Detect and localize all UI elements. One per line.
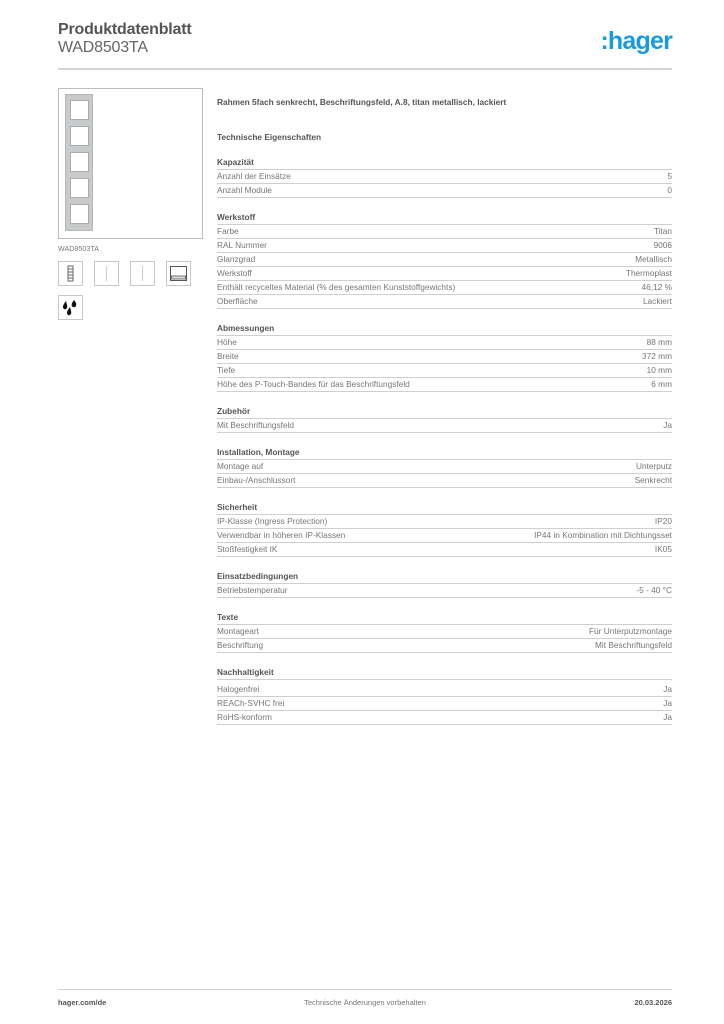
property-value: 5	[667, 171, 672, 181]
section-kapazitaet	[217, 156, 672, 198]
property-value: Ja	[663, 684, 672, 694]
footer-date: 20.03.2026	[634, 998, 672, 1007]
property-label: Enthält recyceltes Material (% des gesamten Kunststoffgewichts)	[217, 282, 456, 292]
property-row	[217, 281, 672, 295]
property-row	[217, 529, 672, 543]
property-label: Höhe	[217, 337, 237, 347]
property-value: Für Unterputzmontage	[588, 626, 672, 636]
document-title: Produktdatenblatt	[58, 21, 192, 38]
property-row	[217, 378, 672, 392]
frame-5fold-illustration	[65, 94, 93, 231]
section-title: Nachhaltigkeit	[217, 666, 672, 680]
water-drops-icon	[58, 295, 83, 320]
property-row	[217, 336, 672, 350]
section-installation	[217, 446, 672, 488]
property-value: Metallisch	[635, 254, 672, 264]
footer-website-link[interactable]: hager.com/de	[58, 998, 107, 1007]
hager-logo: :hager	[600, 27, 672, 55]
product-image	[58, 88, 203, 239]
property-value: 10 mm	[646, 365, 672, 375]
property-row	[217, 295, 672, 309]
property-value: Unterputz	[636, 461, 672, 471]
property-value: Ja	[663, 420, 672, 430]
page-footer	[58, 998, 672, 1010]
section-sicherheit	[217, 501, 672, 557]
section-title: Abmessungen	[217, 322, 672, 336]
property-value: Mit Beschriftungsfeld	[594, 640, 672, 650]
property-row	[217, 625, 672, 639]
property-label: Betriebstemperatur	[217, 585, 288, 595]
product-media-column	[58, 88, 203, 320]
property-row	[217, 267, 672, 281]
section-title: Einsatzbedingungen	[217, 570, 672, 584]
property-row	[217, 683, 672, 697]
feature-icons-row-2	[58, 295, 203, 320]
property-row	[217, 584, 672, 598]
footer-divider	[58, 989, 672, 990]
property-row	[217, 419, 672, 433]
property-value: 46,12 %	[641, 282, 672, 292]
property-label: IP-Klasse (Ingress Protection)	[217, 516, 328, 526]
property-label: Glanzgrad	[217, 254, 256, 264]
property-value: IK05	[654, 544, 672, 554]
property-row	[217, 364, 672, 378]
property-label: Einbau-/Anschlussort	[217, 475, 296, 485]
product-details	[217, 96, 672, 725]
property-label: Breite	[217, 351, 239, 361]
property-label: Montageart	[217, 626, 259, 636]
property-value: Ja	[663, 698, 672, 708]
property-label: Beschriftung	[217, 640, 264, 650]
property-label: Verwendbar in höheren IP-Klassen	[217, 530, 346, 540]
property-row	[217, 239, 672, 253]
property-value: Lackiert	[642, 296, 672, 306]
section-title: Werkstoff	[217, 211, 672, 225]
image-caption: WAD8503TA	[58, 246, 99, 253]
section-werkstoff	[217, 211, 672, 309]
property-row	[217, 711, 672, 725]
property-label: RAL Nummer	[217, 240, 267, 250]
property-row	[217, 184, 672, 198]
section-title: Kapazität	[217, 156, 672, 170]
page-header	[58, 20, 672, 57]
property-value: 0	[667, 185, 672, 195]
section-einsatzbedingungen	[217, 570, 672, 598]
property-row	[217, 639, 672, 653]
property-value: 372 mm	[642, 351, 672, 361]
section-title: Texte	[217, 611, 672, 625]
property-value: 6 mm	[651, 379, 672, 389]
property-label: Anzahl der Einsätze	[217, 171, 291, 181]
section-title: Installation, Montage	[217, 446, 672, 460]
property-label: Werkstoff	[217, 268, 252, 278]
property-label: Stoßfestigkeit IK	[217, 544, 278, 554]
property-row	[217, 543, 672, 557]
section-title: Zubehör	[217, 405, 672, 419]
section-title: Sicherheit	[217, 501, 672, 515]
property-row	[217, 697, 672, 711]
property-row	[217, 460, 672, 474]
product-code: WAD8503TA	[58, 39, 148, 56]
property-row	[217, 170, 672, 184]
property-label: RoHS-konform	[217, 712, 272, 722]
property-value: 9006	[653, 240, 672, 250]
vertical-line-icon	[130, 261, 155, 286]
vertical-line-icon	[94, 261, 119, 286]
property-label: Farbe	[217, 226, 239, 236]
footer-disclaimer: Technische Änderungen vorbehalten	[304, 998, 426, 1007]
section-nachhaltigkeit	[217, 666, 672, 725]
property-label: Höhe des P-Touch-Bandes für das Beschriftungsfeld	[217, 379, 410, 389]
property-value: -5 - 40 °C	[636, 585, 672, 595]
property-label: Anzahl Module	[217, 185, 272, 195]
header-divider	[58, 68, 672, 70]
section-zubehoer	[217, 405, 672, 433]
property-value: IP20	[654, 516, 672, 526]
property-value: IP44 in Kombination mit Dichtungsset	[534, 530, 672, 540]
property-row	[217, 253, 672, 267]
property-row	[217, 350, 672, 364]
feature-icons	[58, 261, 203, 286]
property-label: Tiefe	[217, 365, 236, 375]
property-row	[217, 515, 672, 529]
property-value: 88 mm	[646, 337, 672, 347]
module-count-icon	[58, 261, 83, 286]
section-texte	[217, 611, 672, 653]
property-value: Senkrecht	[634, 475, 672, 485]
property-value: Thermoplast	[625, 268, 672, 278]
property-value: Ja	[663, 712, 672, 722]
property-label: REACh-SVHC frei	[217, 698, 285, 708]
property-label: Halogenfrei	[217, 684, 260, 694]
property-label: Mit Beschriftungsfeld	[217, 420, 295, 430]
property-label: Oberfläche	[217, 296, 258, 306]
technical-properties-title: Technische Eigenschaften	[217, 132, 322, 142]
property-row	[217, 474, 672, 488]
property-label: Montage auf	[217, 461, 264, 471]
section-abmessungen	[217, 322, 672, 392]
product-description: Rahmen 5fach senkrecht, Beschriftungsfeld, A.8, titan metallisch, lackiert	[217, 97, 507, 107]
label-field-icon	[166, 261, 191, 286]
property-row	[217, 225, 672, 239]
property-value: Titan	[653, 226, 672, 236]
